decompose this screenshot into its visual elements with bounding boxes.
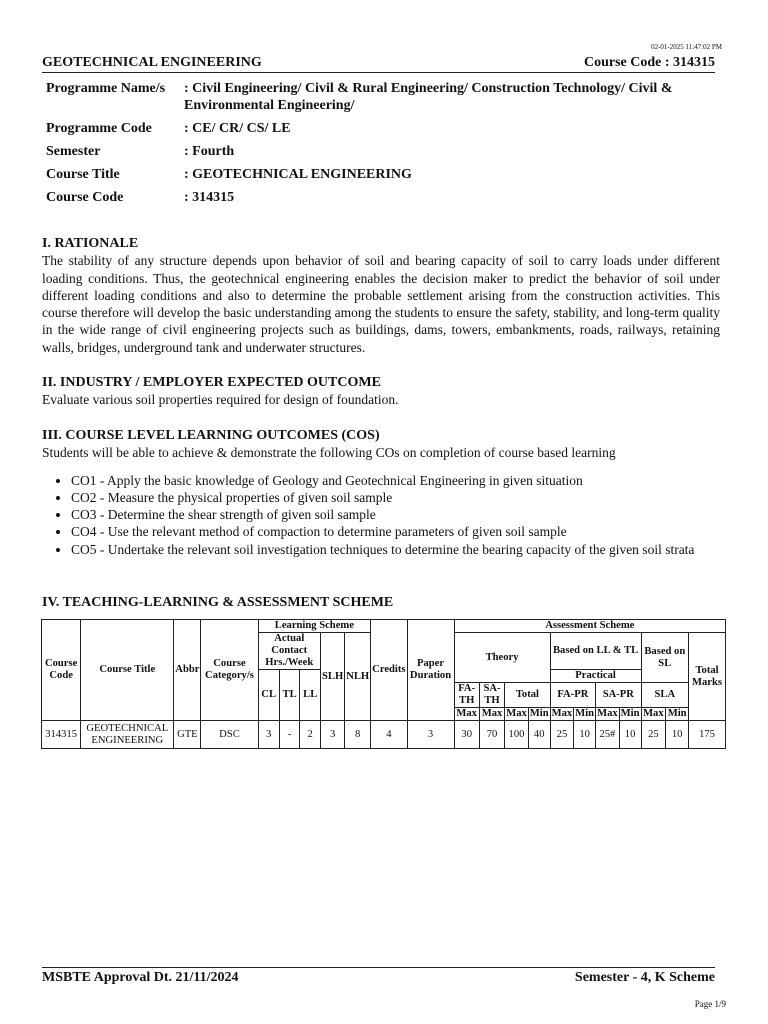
th-min: Min [529, 708, 549, 719]
cell-category: DSC [201, 721, 258, 749]
th-total-marks: Total Marks [689, 633, 726, 721]
list-item: • CO3 - Determine the shear strength of given soil sample [71, 506, 720, 523]
th-fa-th: FA-TH [454, 683, 479, 708]
table-row [42, 721, 726, 749]
header-course-code: Course Code : 314315 [583, 55, 715, 70]
footer-semester: Semester - 4, K Scheme [574, 970, 715, 985]
rationale-section [42, 235, 720, 356]
cell-tl: - [279, 721, 300, 749]
cell-total-marks: 175 [689, 721, 726, 749]
cell-nlh: 8 [345, 721, 371, 749]
th-course-title: Course Title [81, 620, 174, 721]
scheme-section [42, 594, 720, 611]
cell-slh: 3 [321, 721, 345, 749]
programme-details [46, 80, 726, 212]
th-min: Min [666, 708, 689, 721]
th-category: Course Category/s [201, 620, 258, 721]
cell-credits: 4 [371, 721, 407, 749]
th-total: Total [505, 683, 550, 708]
page-footer [42, 967, 715, 986]
th-sa-th: SA-TH [479, 683, 504, 708]
cell-cl: 3 [258, 721, 279, 749]
th-tl: TL [279, 670, 300, 721]
programme-label: Course Title [46, 167, 120, 182]
cell-sa-th-max: 70 [479, 721, 504, 749]
th-nlh: NLH [345, 633, 371, 721]
list-item: • CO2 - Measure the physical properties of given soil sample [71, 489, 720, 506]
programme-value: : CE/ CR/ CS/ LE [184, 121, 291, 136]
th-paper-duration: Paper Duration [407, 620, 454, 721]
th-min: Min [575, 708, 595, 719]
th-actual-contact: Actual Contact Hrs./Week [258, 633, 320, 670]
industry-heading: II. INDUSTRY / EMPLOYER EXPECTED OUTCOME [42, 375, 381, 390]
industry-section [42, 374, 720, 409]
th-based-ll-tl: Based on LL & TL [550, 633, 641, 670]
cell-sa-pr-min: 10 [619, 721, 641, 749]
th-min: Min [620, 708, 640, 719]
th-course-code: Course Code [42, 620, 81, 721]
cell-fa-th-max: 30 [454, 721, 479, 749]
cell-sa-pr-max: 25# [596, 721, 620, 749]
list-item: • CO4 - Use the relevant method of compaction to determine parameters of given soil sample [71, 523, 720, 540]
programme-value: : GEOTECHNICAL ENGINEERING [184, 167, 412, 182]
programme-row [46, 166, 726, 189]
programme-label: Programme Name/s [46, 81, 166, 96]
scheme-table [41, 619, 726, 749]
th-ll: LL [300, 670, 321, 721]
footer-approval: MSBTE Approval Dt. 21/11/2024 [42, 970, 239, 985]
programme-row [46, 80, 726, 120]
th-sla: SLA [641, 683, 689, 708]
th-slh: SLH [321, 633, 345, 721]
th-max: Max [454, 708, 479, 721]
rationale-heading: I. RATIONALE [42, 236, 139, 251]
rationale-text: The stability of any structure depends upon behavior of soil and bearing capacity of soil to carry loads under different loading conditions. Thus, the geotechnical engineering enables the decision maker to predict the behavior of soil under different loading conditions and also to determine the probable settlement arising from the construction activities. This course therefore will develop the basic understanding among the students to ensure the safety, stability, and long-term quality in the wide range of civil engineering projects such as buildings, dams, towers, embankments, roads, railways, retaining walls, bridges, underground tank and underwater structures. [42, 253, 720, 355]
th-max: Max [641, 708, 666, 721]
programme-row [46, 120, 726, 143]
th-max: Max [506, 708, 527, 719]
header-title: GEOTECHNICAL ENGINEERING [42, 55, 262, 70]
cell-sla-max: 25 [641, 721, 666, 749]
cos-list [42, 472, 720, 558]
industry-text: Evaluate various soil properties required for design of foundation. [42, 392, 399, 408]
th-learning-scheme: Learning Scheme [258, 620, 371, 633]
programme-value: : Fourth [184, 144, 235, 159]
cell-sla-min: 10 [666, 721, 689, 749]
cell-fa-pr-max: 25 [550, 721, 574, 749]
cos-section [42, 427, 720, 558]
programme-value: : 314315 [184, 190, 235, 205]
programme-row [46, 143, 726, 166]
cell-total-min: 40 [528, 721, 550, 749]
th-max: Max [597, 708, 618, 719]
programme-label: Semester [46, 144, 101, 159]
cell-fa-pr-min: 10 [574, 721, 596, 749]
cell-total-max: 100 [505, 721, 529, 749]
th-max: Max [551, 708, 573, 719]
th-practical: Practical [550, 670, 641, 683]
cell-abbr: GTE [174, 721, 201, 749]
th-theory: Theory [454, 633, 550, 683]
th-sa-pr: SA-PR [596, 683, 641, 708]
list-item: • CO1 - Apply the basic knowledge of Geology and Geotechnical Engineering in given situation [71, 472, 720, 489]
page-number: Page 1/9 [694, 999, 726, 1009]
cos-intro: Students will be able to achieve & demonstrate the following COs on completion of course based learning [42, 445, 616, 461]
th-max: Max [479, 708, 504, 721]
page-header [42, 55, 715, 73]
th-assessment-scheme: Assessment Scheme [454, 620, 725, 633]
th-credits: Credits [371, 620, 407, 721]
cell-ll: 2 [300, 721, 321, 749]
list-item: • CO5 - Undertake the relevant soil investigation techniques to determine the bearing capacity of the given soil strata [71, 541, 720, 558]
th-cl: CL [258, 670, 279, 721]
timestamp: 02-01-2025 11:47:02 PM [651, 43, 722, 51]
programme-row [46, 189, 726, 212]
programme-label: Programme Code [46, 121, 152, 136]
cell-course-title: GEOTECHNICAL ENGINEERING [81, 721, 174, 749]
th-fa-pr: FA-PR [550, 683, 595, 708]
th-abbr: Abbr [174, 620, 201, 721]
programme-label: Course Code [46, 190, 124, 205]
scheme-heading: IV. TEACHING-LEARNING & ASSESSMENT SCHEME [42, 595, 394, 610]
cos-heading: III. COURSE LEVEL LEARNING OUTCOMES (COS) [42, 428, 380, 443]
cell-paper-duration: 3 [407, 721, 454, 749]
cell-course-code: 314315 [42, 721, 81, 749]
programme-value: : Civil Engineering/ Civil & Rural Engineering/ Construction Technology/ Civil & Environmental Engineering/ [184, 81, 673, 113]
th-based-sl: Based on SL [641, 633, 689, 683]
